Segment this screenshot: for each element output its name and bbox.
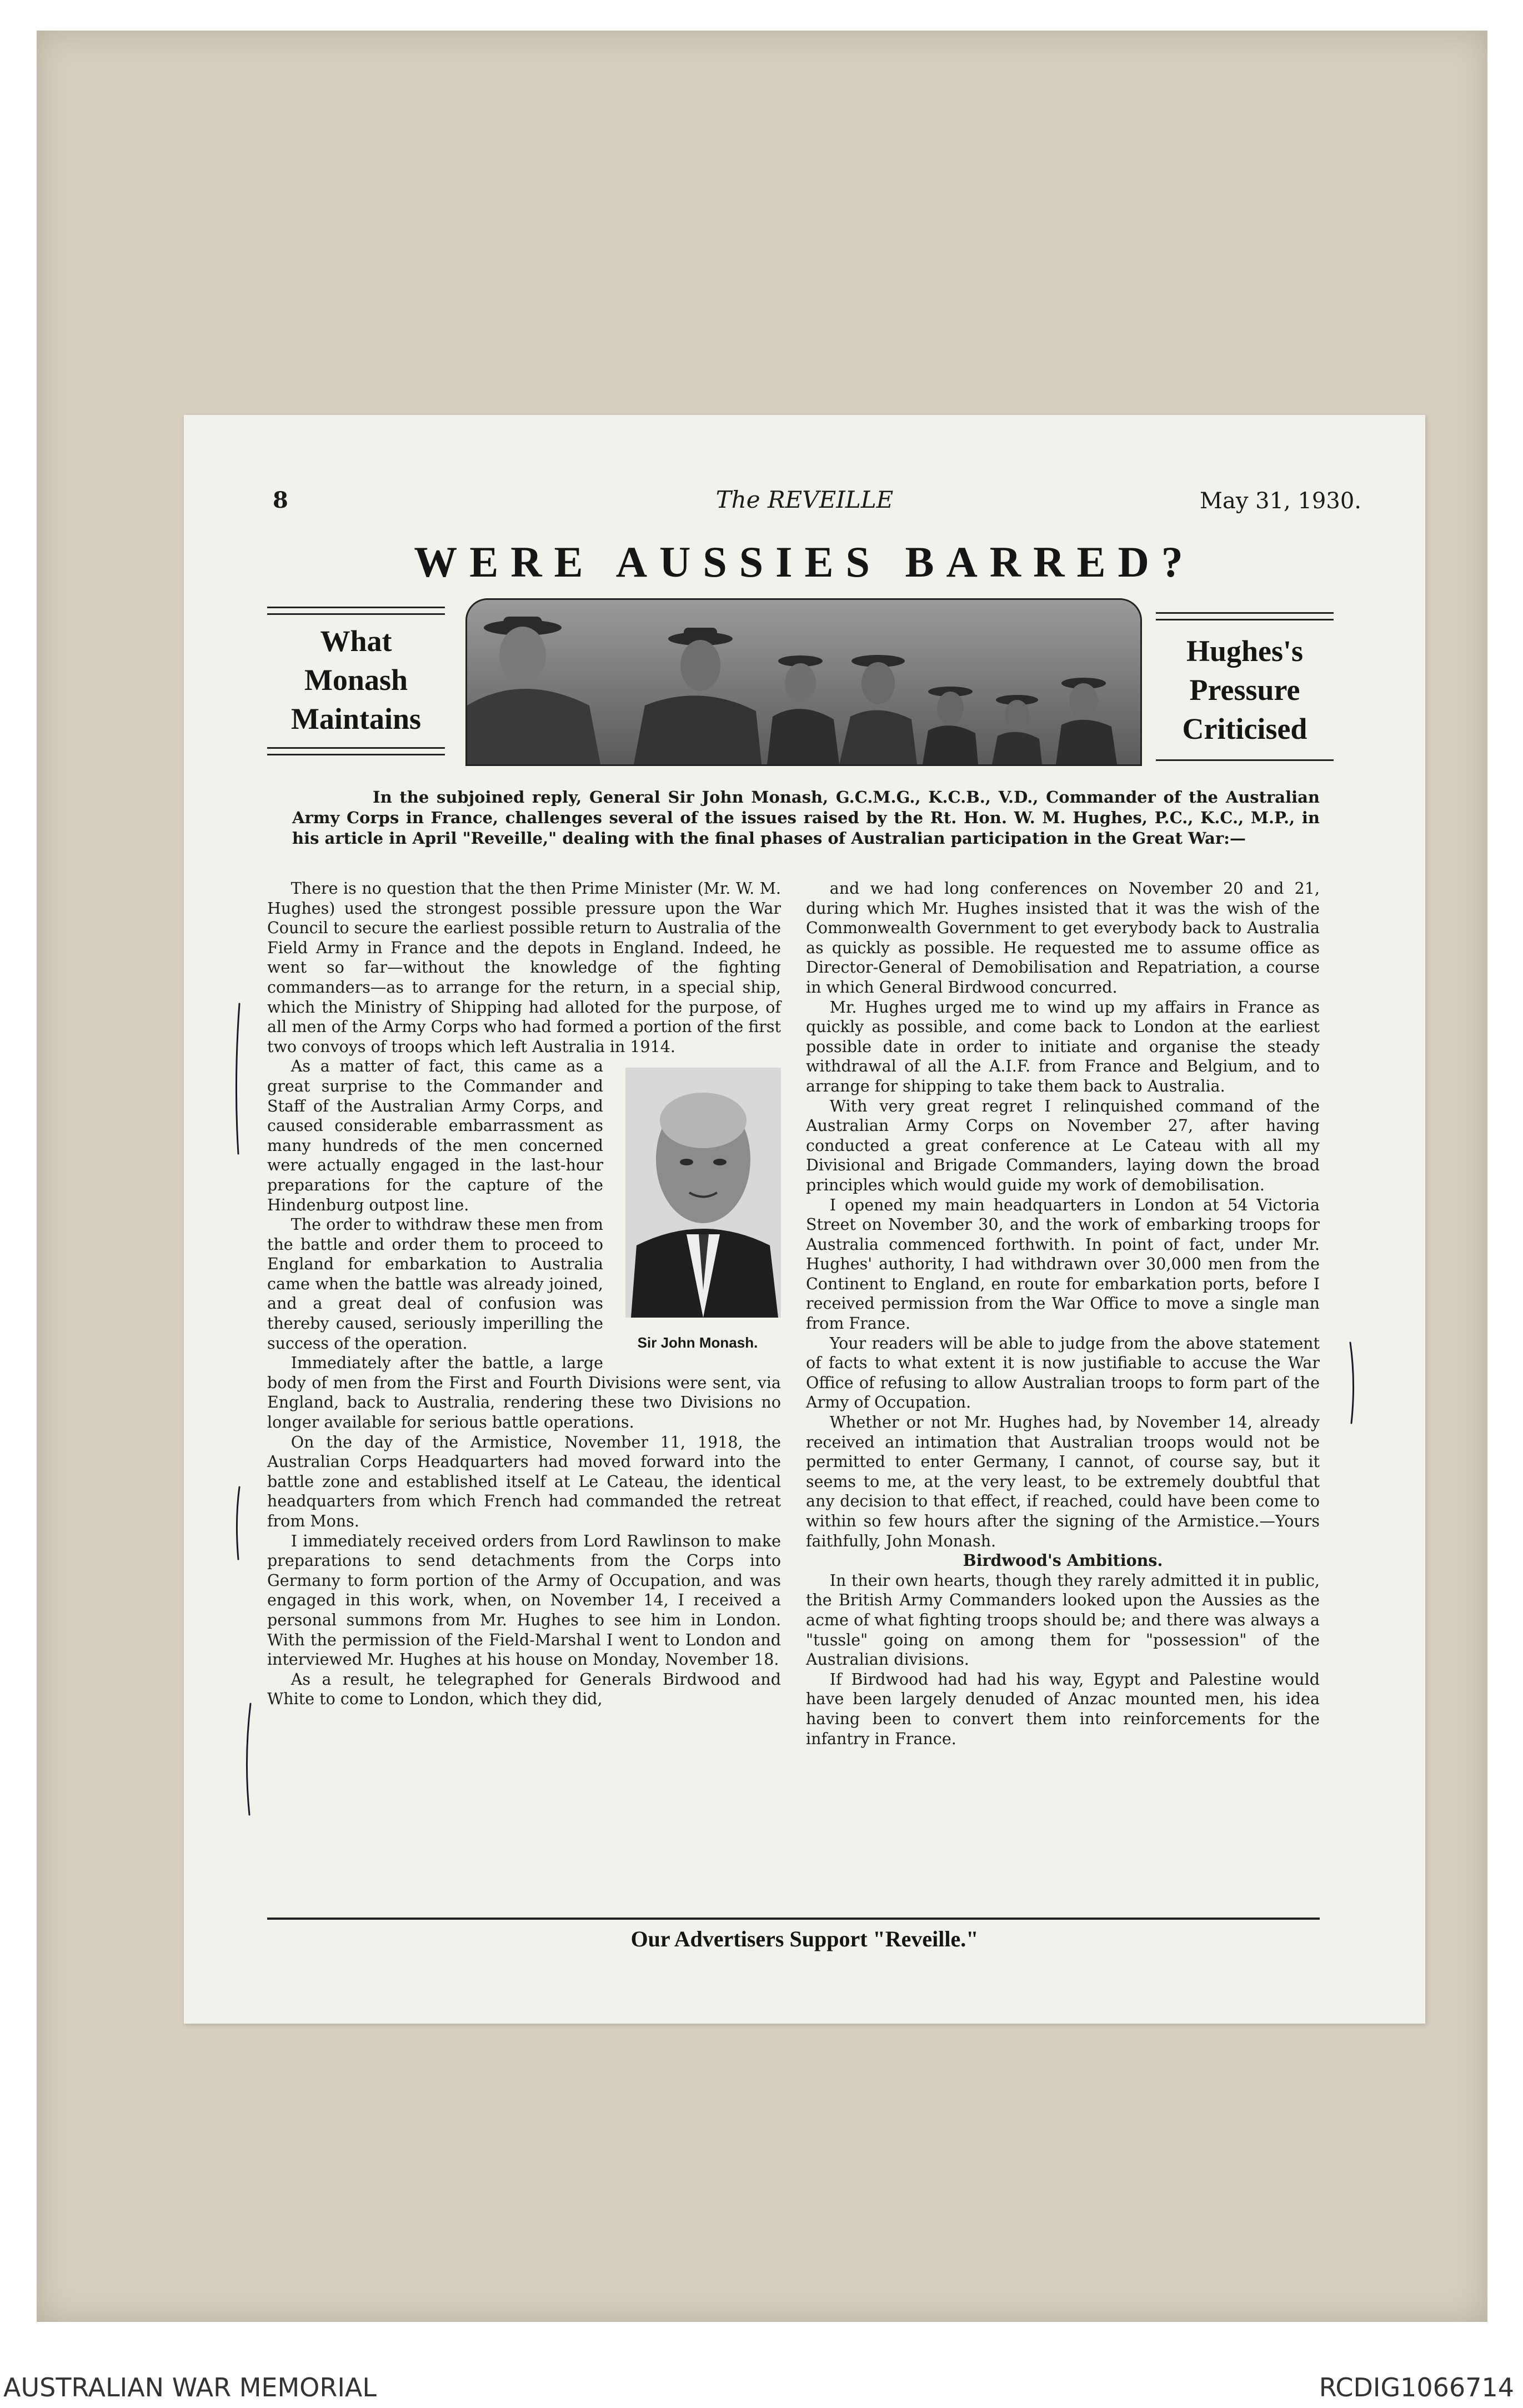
page-number: 8 [273,487,288,513]
paragraph: As a result, he telegraphed for Generals Birdwood and White to come to London, which they did, [267,1670,781,1709]
paragraph: Immediately after the battle, a large body of men from the First and Fourth Divisions were sent, via England, back to Australia, rendering these two Divisions no longer available for serious battle operations. [267,1354,781,1432]
paragraph: Whether or not Mr. Hughes had, by November 14, already received an intimation that Australian troops would not be permitted to enter Germany, I cannot, of course say, but it seems to me, at the very least, to be extremely doubtful that any decision to that effect, if reached, could have been come to within so few hours after the signing of the Armistice.—Yours faithfully, John Monash. [806,1413,1320,1550]
archive-credit: AUSTRALIAN WAR MEMORIAL [3,2372,377,2402]
right-title: Hughes's Pressure Criticised [1182,634,1307,745]
paragraph: On the day of the Armistice, November 11, 1918, the Australian Corps Headquarters had moved forward into the battle zone and established itself at Le Cateau, the identical headquarters from which French had commanded the retreat from Mons. [267,1433,781,1530]
mounting-board [37,31,1487,2322]
title-rule [267,607,445,608]
title-rule [267,747,445,749]
subheading: Birdwood's Ambitions. [963,1551,1163,1570]
paragraph: If Birdwood had had his way, Egypt and Palestine would have been largely denuded of Anzac mounted men, his idea having been to convert them into reinforcements for the infantry in France. [806,1670,1320,1748]
paragraph: I immediately received orders from Lord Rawlinson to make preparations to send detachments from the Corps into Germany to form portion of the Army of Occupation, and was engaged in this work, when, on November 14, I received a personal summons from Mr. Hughes to see him in London. With the permission of the Field-Marshal I went to London and interviewed Mr. Hughes at his house on Monday, November 18. [267,1531,781,1669]
paragraph: In their own hearts, though they rarely admitted it in public, the British Army Commanders looked upon the Aussies as the acme of what fighting troops should be; and there was always a "tussle" going on among them for "possession" of the Australian divisions. [806,1571,1320,1669]
paragraph: As a matter of fact, this came as a great surprise to the Commander and Staff of the Australian Army Corps, and caused considerable embarrassment as many hundreds of the men concerned were actually engaged in the last-hour preparations for the capture of the Hindenburg outpost line. [267,1057,603,1214]
record-id: RCDIG1066714 [1319,2372,1514,2402]
paragraph: I opened my main headquarters in London at 54 Victoria Street on November 30, and the work of embarking troops for Australia commenced forthwith. In point of fact, under Mr. Hughes' authority, I had withdrawn over 30,000 men from the Continent to England, en route for embarkation ports, before I received permission from the War Office to move a single man from France. [806,1195,1320,1333]
left-title: What Monash Maintains [290,624,422,735]
publication-name: The REVEILLE [715,486,894,513]
left-column [267,879,781,1709]
troops-photo [465,598,1142,766]
title-rule [267,613,445,615]
paragraph: With very great regret I relinquished command of the Australian Army Corps on November 27, after having conducted a great conference at Le Cateau with all my Divisional and Brigade Commanders, laying down the broad principles which would guide my work of demobilisation. [806,1097,1320,1194]
title-rule [267,754,445,755]
bottom-rule [267,1918,1320,1920]
right-column [806,879,1320,1749]
paragraph: Mr. Hughes urged me to wind up my affairs in France as quickly as possible, and come back to London at the earliest possible date in order to initiate and organise the steady withdrawal of all the A.I.F. from France and Belgium, and to arrange for shipping to take them back to Australia. [806,998,1320,1095]
paragraph: The order to withdraw these men from the battle and order them to proceed to England for embarkation to Australia came when the battle was already joined, and a great deal of confusion was thereby caused, seriously imperilling the success of the operation. [267,1215,603,1353]
intro-paragraph: In the subjoined reply, General Sir John Monash, G.C.M.G., K.C.B., V.D., Commander of the Australian Army Corps in France, challenges several of the issues raised by the Rt. Hon. W. M. Hughes, P.C., K.C., M.P., in his article in April "Reveille," dealing with the final phases of Australian participation in the Great War:— [292,788,1320,848]
portrait-photo [625,1068,781,1318]
newspaper-clipping [184,415,1425,2024]
headline: WERE AUSSIES BARRED? [414,538,1195,586]
title-rule [1156,619,1334,620]
paragraph: There is no question that the then Prime Minister (Mr. W. M. Hughes) used the strongest possible pressure upon the War Council to secure the earliest possible return to Australia of the Field Army in France and the depots in England. Indeed, he went so far—without the knowledge of the fighting commanders—as to arrange for the return, in a special ship, which the Ministry of Shipping had alloted for the purpose, of all men of the Army Corps who had formed a portion of the first two convoys of troops which left Australia in 1914. [267,879,781,1056]
paragraph: Your readers will be able to judge from the above statement of facts to what extent it is now justifiable to accuse the War Office of refusing to allow Australian troops to form part of the Army of Occupation. [806,1334,1320,1412]
photo-caption: Sir John Monash. [637,1334,758,1351]
title-rule [1156,612,1334,614]
portrait-block [614,1068,781,1368]
issue-date: May 31, 1930. [1200,488,1361,514]
footer-slogan: Our Advertisers Support "Reveille." [630,1926,979,1951]
paragraph: and we had long conferences on November 20 and 21, during which Mr. Hughes insisted that it was the wish of the Commonwealth Government to get everybody back to Australia as quickly as possible. He requested me to assume office as Director-General of Demobilisation and Repatriation, a course in which General Birdwood concurred. [806,879,1320,997]
title-rule [1156,759,1334,761]
